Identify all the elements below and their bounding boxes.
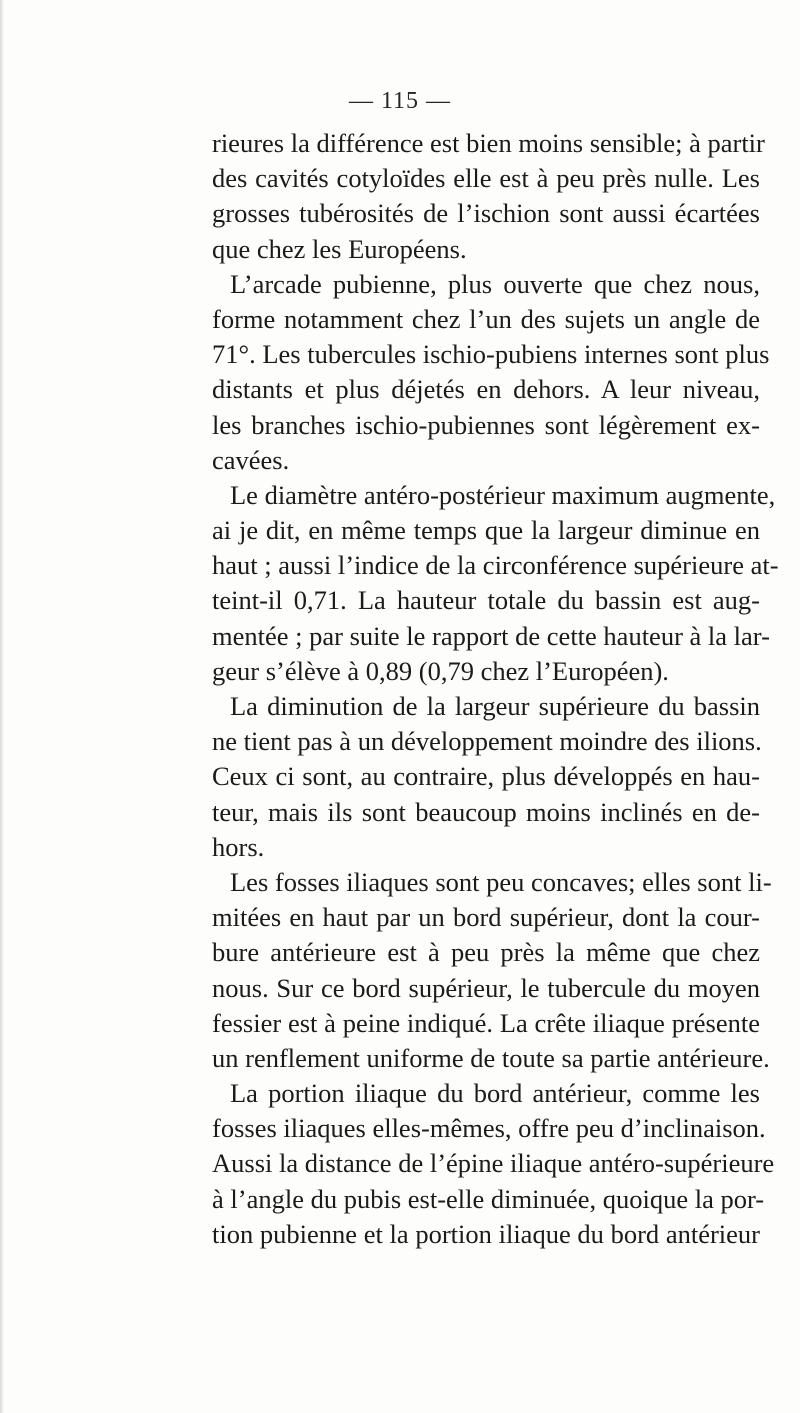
text-line: mitées en haut par un bord supérieur, dont la cour- bbox=[212, 902, 760, 933]
text-line: nous. Sur ce bord supérieur, le tubercule du moyen bbox=[212, 972, 760, 1003]
text-line: mentée ; par suite le rapport de cette hauteur à la lar- bbox=[212, 620, 770, 651]
body-text bbox=[212, 126, 779, 1252]
text-line: des cavités cotyloïdes elle est à peu près nulle. Les bbox=[212, 163, 760, 194]
text-line: grosses tubérosités de l’ischion sont aussi écartées bbox=[212, 198, 760, 229]
text-line: rieures la différence est bien moins sensible; à partir bbox=[212, 128, 765, 158]
text-line: Ceux ci sont, au contraire, plus développés en hau- bbox=[212, 761, 760, 792]
text-line: Les fosses iliaques sont peu concaves; elles sont li- bbox=[230, 866, 772, 897]
text-line: fosses iliaques elles-mêmes, offre peu d’inclinaison. bbox=[212, 1113, 766, 1144]
page-edge-shadow bbox=[0, 0, 4, 1413]
text-line: teur, mais ils sont beaucoup moins inclinés en de- bbox=[212, 796, 760, 827]
text-line: cavées. bbox=[212, 444, 290, 475]
text-line: un renflement uniforme de toute sa partie antérieure. bbox=[212, 1042, 770, 1073]
text-line: les branches ischio-pubiennes sont légèrement ex- bbox=[212, 409, 760, 440]
text-line: L’arcade pubienne, plus ouverte que chez nous, bbox=[230, 268, 760, 299]
text-line: distants et plus déjetés en dehors. A leur niveau, bbox=[212, 374, 760, 405]
text-line: La diminution de la largeur supérieure du bassin bbox=[230, 691, 760, 721]
text-line: teint-il 0,71. La hauteur totale du bassin est aug- bbox=[212, 585, 760, 616]
text-line: tion pubienne et la portion iliaque du bord antérieur bbox=[212, 1218, 760, 1249]
text-line: Aussi la distance de l’épine iliaque antéro-supérieure bbox=[212, 1148, 775, 1179]
text-line: forme notamment chez l’un des sujets un angle de bbox=[212, 303, 760, 334]
text-line: hors. bbox=[212, 831, 265, 862]
text-line: ai je dit, en même temps que la largeur diminue en bbox=[212, 515, 760, 546]
text-line: 71°. Les tubercules ischio-pubiens internes sont plus bbox=[212, 339, 770, 370]
text-line: à l’angle du pubis est-elle diminuée, quoique la por- bbox=[212, 1183, 765, 1214]
text-line: Le diamètre antéro-postérieur maximum augmente, bbox=[230, 479, 776, 510]
text-line: La portion iliaque du bord antérieur, comme les bbox=[230, 1078, 760, 1109]
text-line: fessier est à peine indiqué. La crête iliaque présente bbox=[212, 1007, 760, 1038]
page-number: — 115 — bbox=[348, 88, 452, 114]
text-line: geur s’élève à 0,89 (0,79 chez l’Européen). bbox=[212, 655, 669, 686]
text-line: ne tient pas à un développement moindre des ilions. bbox=[212, 726, 762, 757]
text-line: haut ; aussi l’indice de la circonférence supérieure at- bbox=[212, 550, 779, 581]
text-line: que chez les Européens. bbox=[212, 233, 467, 264]
text-line: bure antérieure est à peu près la même que chez bbox=[212, 937, 760, 968]
